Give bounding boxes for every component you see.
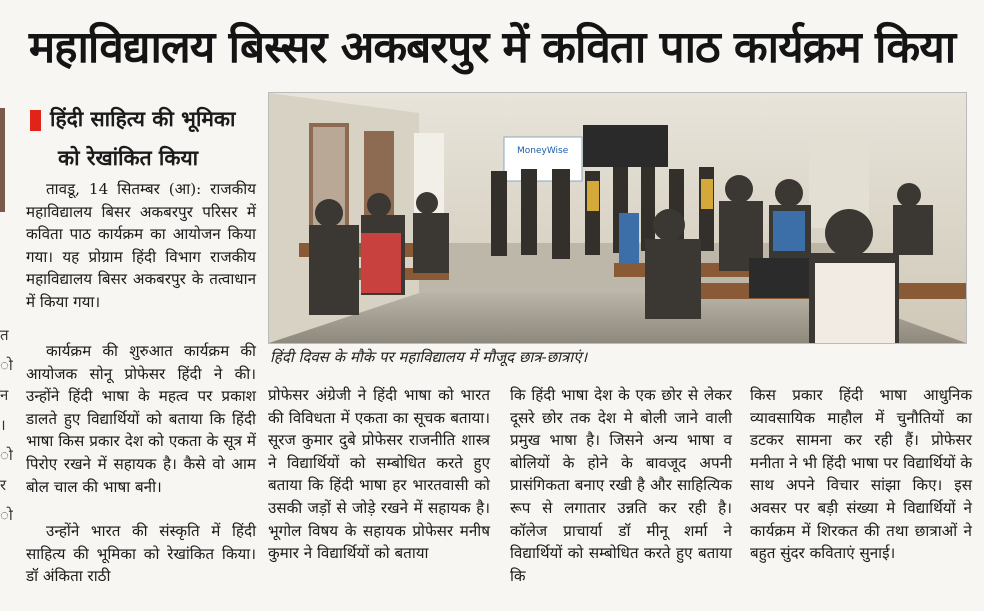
event-photo [268,92,967,344]
article-intro [26,178,256,314]
edge-glyph: ो [0,446,13,464]
article-column-1 [26,340,256,498]
article-paragraph-2: कार्यक्रम की शुरुआत कार्यक्रम की आयोजक सोनू प्रोफेसर हिंदी ने की। उन्होंने हिंदी भाषा के महत्व पर प्रकाश डालते हुए विद्यार्थियों को बताया कि हिंदी भाषा किस प्रकार देश को एकता के सूत्र में पिरोए रखने में सहायक है। कैसे वो आम बोल चाल की भाषा बनी। [26,342,256,496]
adjacent-article-photo-edge [0,108,5,212]
classroom-photo [269,93,966,343]
article-paragraph-1: राजकीय महाविद्यालय बिसर अकबरपुर परिसर में कविता पाठ कार्यक्रम का आयोजन किया गया। यह प्रोग्राम हिंदी विभाग राजकीय महाविद्यालय बिसर अकबरपुर के तत्वाधान में किया गया। [26,180,256,311]
article-paragraph-4: प्रोफेसर अंग्रेजी ने हिंदी भाषा को भारत की विविधता में एकता का सूचक बताया। सूरज कुमार दुबे प्रोफेसर राजनीति शास्त्र ने विद्यार्थियों को सम्बोधित करते हुए बताया कि हिंदी भाषा हर भारतवासी को उसकी जड़ों से जोड़े रखने में सहायक है। भूगोल विषय के सहायक प्रोफेसर मनीष कुमार ने विद्यार्थियों को बताया [268,386,490,563]
edge-glyph: । [0,416,6,434]
dateline: तावडू, 14 सितम्बर (आ): [46,180,202,198]
edge-glyph: ो [0,506,13,524]
article-paragraph-5: कि हिंदी भाषा देश के एक छोर से लेकर दूसरे छोर तक देश मे बोली जाने वाली प्रमुख भाषा है। जिसने अन्य भाषा व बोलियों के होने के बावजूद अपनी प्रासंगिकता बनाए रखी है और साहित्यिक रूप से लगातार उन्नति कर रही है। कॉलेज प्राचार्या डॉ मीनू शर्मा ने विद्यार्थियों को सम्बोधित करते हुए बताया कि [510,386,732,585]
subheadline-line1: हिंदी साहित्य की भूमिका [50,107,236,131]
subheadline-line2: को रेखांकित किया [58,146,199,170]
edge-glyph: न [0,386,9,404]
edge-glyph: ो [0,356,13,374]
adjacent-article-text-edge [0,320,13,530]
edge-glyph: र [0,476,7,494]
article-column-4 [750,384,972,565]
article-column-3 [510,384,732,587]
article-paragraph-3: उन्होंने भारत की संस्कृति में हिंदी साहित्य की भूमिका को रेखांकित किया। डॉ अंकिता राठी [26,522,256,586]
edge-glyph: त [0,326,9,344]
photo-caption: हिंदी दिवस के मौके पर महाविद्यालय में मौजूद छात्र-छात्राएं। [270,348,588,366]
article-column-1-end [26,520,256,588]
article-paragraph-6: किस प्रकार हिंदी भाषा आधुनिक व्यावसायिक माहौल में चुनौतियों का डटकर सामना कर रही हैं। प्रोफेसर मनीता ने भी हिंदी भाषा पर विद्यार्थियों के साथ अपने विचार सांझा किए। इस अवसर पर बड़ी संख्या मे विद्यार्थियों ने कार्यक्रम में शिरकत की तथा छात्राओं ने बहुत सुंदर कविताएं सुनाई। [750,386,972,563]
article-column-2 [268,384,490,565]
banner-text: MoneyWise [517,146,569,156]
headline: महाविद्यालय बिस्सर अकबरपुर में कविता पाठ कार्यक्रम किया [28,22,956,73]
subheadline-marker [30,110,41,131]
